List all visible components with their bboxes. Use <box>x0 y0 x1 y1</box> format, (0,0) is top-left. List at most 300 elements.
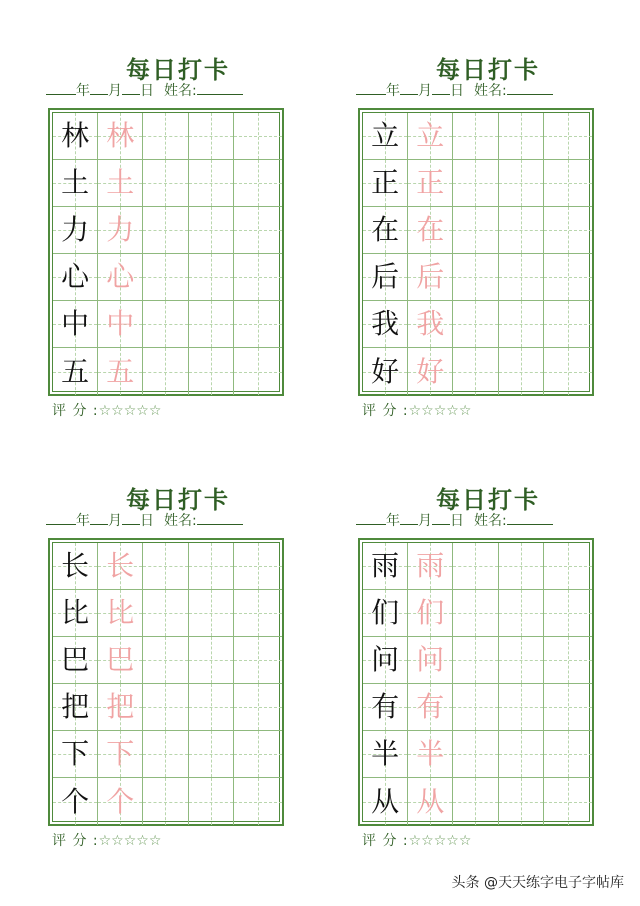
grid-cell[interactable] <box>143 543 188 590</box>
model-character: 立 <box>371 119 400 152</box>
grid-cell[interactable] <box>499 590 544 637</box>
grid-row <box>53 254 279 301</box>
cell-guide-horizontal <box>143 660 187 661</box>
grid-row <box>363 207 589 254</box>
cell-guide-horizontal <box>544 566 592 567</box>
grid-cell[interactable] <box>408 778 453 825</box>
cell-guide-horizontal <box>189 566 233 567</box>
cell-guide-horizontal <box>499 277 543 278</box>
cell-guide-horizontal <box>189 183 233 184</box>
day-label: 日 <box>140 513 154 529</box>
grid-cell[interactable] <box>499 348 544 395</box>
grid-cell[interactable] <box>98 731 143 778</box>
grid-cell[interactable] <box>363 207 408 254</box>
cell-guide-horizontal <box>189 230 233 231</box>
grid-cell[interactable] <box>363 301 408 348</box>
name-label: 姓名: <box>164 83 197 99</box>
trace-character: 雨 <box>416 549 445 582</box>
grid-cell[interactable] <box>189 590 234 637</box>
grid-cell[interactable] <box>453 731 498 778</box>
grid-row <box>363 113 589 160</box>
grid-cell[interactable] <box>143 348 188 395</box>
grid-cell[interactable] <box>363 254 408 301</box>
grid-cell[interactable] <box>98 207 143 254</box>
year-blank[interactable] <box>356 512 386 525</box>
card-title: 每日打卡 <box>126 55 230 84</box>
grid-row <box>363 301 589 348</box>
cell-guide-horizontal <box>499 230 543 231</box>
day-blank[interactable] <box>122 82 140 95</box>
grid-cell[interactable] <box>234 684 282 731</box>
grid-cell[interactable] <box>143 637 188 684</box>
model-character: 土 <box>61 166 90 199</box>
grid-cell[interactable] <box>234 160 282 207</box>
grid-cell[interactable] <box>408 348 453 395</box>
grid-cell[interactable] <box>408 207 453 254</box>
grid-row <box>53 113 279 160</box>
grid-cell[interactable] <box>53 590 98 637</box>
grid-cell[interactable] <box>189 113 234 160</box>
grid-cell[interactable] <box>189 160 234 207</box>
cell-guide-horizontal <box>189 802 233 803</box>
grid-cell[interactable] <box>544 348 592 395</box>
grid-row <box>363 348 589 395</box>
cell-guide-horizontal <box>234 324 282 325</box>
rating-stars[interactable]: ☆☆☆☆☆ <box>98 403 162 419</box>
grid-cell[interactable] <box>98 590 143 637</box>
name-blank[interactable] <box>197 512 243 525</box>
cell-guide-horizontal <box>234 136 282 137</box>
model-character: 半 <box>371 737 400 770</box>
cell-guide-horizontal <box>453 277 497 278</box>
model-character: 林 <box>61 119 90 152</box>
cell-guide-horizontal <box>544 802 592 803</box>
model-character: 们 <box>371 596 400 629</box>
grid-row <box>53 731 279 778</box>
year-label: 年 <box>386 83 400 99</box>
cell-guide-horizontal <box>189 660 233 661</box>
cell-guide-horizontal <box>453 613 497 614</box>
year-blank[interactable] <box>356 82 386 95</box>
grid-inner <box>362 542 590 822</box>
grid-row <box>53 301 279 348</box>
grid-cell[interactable] <box>234 778 282 825</box>
grid-cell[interactable] <box>453 778 498 825</box>
model-character: 个 <box>61 784 90 818</box>
grid-cell[interactable] <box>544 113 592 160</box>
model-character: 五 <box>61 354 90 388</box>
cell-guide-horizontal <box>143 324 187 325</box>
grid-cell[interactable] <box>408 543 453 590</box>
grid-cell[interactable] <box>363 778 408 825</box>
trace-character: 心 <box>106 260 135 293</box>
cell-guide-horizontal <box>499 372 543 373</box>
year-blank[interactable] <box>46 512 76 525</box>
cell-guide-horizontal <box>499 660 543 661</box>
year-label: 年 <box>76 513 90 529</box>
grid-cell[interactable] <box>408 590 453 637</box>
model-character: 在 <box>371 213 400 246</box>
grid-cell[interactable] <box>499 207 544 254</box>
year-label: 年 <box>386 513 400 529</box>
rating-stars[interactable]: ☆☆☆☆☆ <box>98 833 162 849</box>
trace-character: 们 <box>416 596 445 629</box>
cell-guide-horizontal <box>143 802 187 803</box>
grid-cell[interactable] <box>53 301 98 348</box>
card-title: 每日打卡 <box>436 485 540 514</box>
card-title: 每日打卡 <box>436 55 540 84</box>
grid-cell[interactable] <box>544 301 592 348</box>
grid-cell[interactable] <box>544 637 592 684</box>
day-blank[interactable] <box>432 82 450 95</box>
grid-cell[interactable] <box>234 731 282 778</box>
grid-cell[interactable] <box>499 543 544 590</box>
trace-character: 正 <box>416 166 445 199</box>
rating-line <box>362 400 471 420</box>
cell-guide-horizontal <box>544 613 592 614</box>
cell-guide-horizontal <box>544 324 592 325</box>
grid-row <box>363 254 589 301</box>
cell-guide-horizontal <box>189 754 233 755</box>
grid-row <box>363 778 589 825</box>
grid-cell[interactable] <box>544 590 592 637</box>
grid-cell[interactable] <box>453 348 498 395</box>
cell-guide-horizontal <box>544 707 592 708</box>
cell-guide-horizontal <box>453 802 497 803</box>
grid-cell[interactable] <box>453 254 498 301</box>
rating-label: 评 分 : <box>52 403 99 419</box>
cell-guide-horizontal <box>189 707 233 708</box>
writing-grid <box>48 538 284 826</box>
grid-cell[interactable] <box>544 254 592 301</box>
grid-cell[interactable] <box>499 731 544 778</box>
trace-character: 在 <box>416 213 445 246</box>
cell-guide-horizontal <box>143 277 187 278</box>
grid-cell[interactable] <box>499 113 544 160</box>
grid-cell[interactable] <box>453 160 498 207</box>
grid-cell[interactable] <box>544 778 592 825</box>
grid-cell[interactable] <box>189 684 234 731</box>
grid-cell[interactable] <box>363 543 408 590</box>
grid-cell[interactable] <box>189 348 234 395</box>
cell-guide-horizontal <box>544 136 592 137</box>
month-blank[interactable] <box>90 82 108 95</box>
model-character: 有 <box>371 690 400 723</box>
trace-character: 把 <box>106 690 135 723</box>
cell-guide-horizontal <box>189 136 233 137</box>
name-blank[interactable] <box>507 512 553 525</box>
cell-guide-horizontal <box>453 324 497 325</box>
cell-guide-horizontal <box>453 183 497 184</box>
grid-cell[interactable] <box>408 160 453 207</box>
grid-cell[interactable] <box>98 160 143 207</box>
grid-cell[interactable] <box>98 254 143 301</box>
name-blank[interactable] <box>507 82 553 95</box>
cell-guide-horizontal <box>453 566 497 567</box>
model-character: 后 <box>371 260 400 293</box>
grid-cell[interactable] <box>53 254 98 301</box>
cell-guide-horizontal <box>234 277 282 278</box>
year-blank[interactable] <box>46 82 76 95</box>
grid-cell[interactable] <box>363 348 408 395</box>
grid-cell[interactable] <box>363 113 408 160</box>
grid-cell[interactable] <box>363 684 408 731</box>
grid-cell[interactable] <box>189 301 234 348</box>
grid-inner <box>52 112 280 392</box>
cell-guide-horizontal <box>189 372 233 373</box>
grid-cell[interactable] <box>143 684 188 731</box>
grid-cell[interactable] <box>453 684 498 731</box>
grid-cell[interactable] <box>544 543 592 590</box>
model-character: 心 <box>61 260 90 293</box>
grid-cell[interactable] <box>189 543 234 590</box>
cell-guide-horizontal <box>499 613 543 614</box>
grid-cell[interactable] <box>544 684 592 731</box>
rating-line <box>52 400 161 420</box>
day-label: 日 <box>450 513 464 529</box>
grid-row <box>363 731 589 778</box>
grid-cell[interactable] <box>98 113 143 160</box>
cell-guide-horizontal <box>234 660 282 661</box>
cell-guide-horizontal <box>544 372 592 373</box>
cell-guide-horizontal <box>499 324 543 325</box>
grid-cell[interactable] <box>53 348 98 395</box>
name-label: 姓名: <box>474 513 507 529</box>
writing-grid <box>358 108 594 396</box>
cell-guide-horizontal <box>143 230 187 231</box>
day-blank[interactable] <box>432 512 450 525</box>
day-blank[interactable] <box>122 512 140 525</box>
trace-character: 好 <box>416 354 445 388</box>
grid-cell[interactable] <box>544 160 592 207</box>
grid-cell[interactable] <box>499 254 544 301</box>
grid-cell[interactable] <box>143 778 188 825</box>
cell-guide-horizontal <box>499 707 543 708</box>
trace-character: 林 <box>106 119 135 152</box>
grid-cell[interactable] <box>143 113 188 160</box>
day-label: 日 <box>140 83 154 99</box>
rating-label: 评 分 : <box>362 403 409 419</box>
grid-cell[interactable] <box>544 207 592 254</box>
grid-cell[interactable] <box>143 207 188 254</box>
cell-guide-horizontal <box>453 707 497 708</box>
grid-cell[interactable] <box>363 160 408 207</box>
cell-guide-horizontal <box>453 136 497 137</box>
trace-character: 有 <box>416 690 445 723</box>
cell-guide-horizontal <box>143 372 187 373</box>
grid-cell[interactable] <box>98 348 143 395</box>
cell-guide-horizontal <box>143 136 187 137</box>
cell-guide-horizontal <box>453 660 497 661</box>
grid-row <box>363 543 589 590</box>
cell-guide-horizontal <box>143 183 187 184</box>
grid-cell[interactable] <box>499 778 544 825</box>
model-character: 比 <box>61 596 90 629</box>
grid-inner <box>362 112 590 392</box>
grid-cell[interactable] <box>453 207 498 254</box>
grid-cell[interactable] <box>53 684 98 731</box>
grid-cell[interactable] <box>408 254 453 301</box>
grid-cell[interactable] <box>143 254 188 301</box>
grid-cell[interactable] <box>453 301 498 348</box>
rating-label: 评 分 : <box>52 833 99 849</box>
cell-guide-horizontal <box>234 707 282 708</box>
grid-cell[interactable] <box>408 731 453 778</box>
cell-guide-horizontal <box>453 230 497 231</box>
grid-cell[interactable] <box>363 731 408 778</box>
month-blank[interactable] <box>90 512 108 525</box>
grid-cell[interactable] <box>189 254 234 301</box>
grid-cell[interactable] <box>98 637 143 684</box>
grid-cell[interactable] <box>408 637 453 684</box>
grid-cell[interactable] <box>453 113 498 160</box>
grid-row <box>53 348 279 395</box>
trace-character: 巴 <box>106 643 135 676</box>
cell-guide-horizontal <box>544 660 592 661</box>
model-character: 中 <box>61 307 90 340</box>
month-blank[interactable] <box>400 82 418 95</box>
grid-row <box>363 160 589 207</box>
month-blank[interactable] <box>400 512 418 525</box>
cell-guide-horizontal <box>499 136 543 137</box>
rating-line <box>52 830 161 850</box>
grid-cell[interactable] <box>234 543 282 590</box>
grid-cell[interactable] <box>189 207 234 254</box>
cell-guide-horizontal <box>189 277 233 278</box>
grid-cell[interactable] <box>189 778 234 825</box>
grid-cell[interactable] <box>234 348 282 395</box>
grid-cell[interactable] <box>499 637 544 684</box>
grid-cell[interactable] <box>408 684 453 731</box>
cell-guide-horizontal <box>499 802 543 803</box>
day-label: 日 <box>450 83 464 99</box>
name-blank[interactable] <box>197 82 243 95</box>
cell-guide-horizontal <box>234 613 282 614</box>
grid-cell[interactable] <box>544 731 592 778</box>
grid-cell[interactable] <box>453 543 498 590</box>
grid-cell[interactable] <box>53 778 98 825</box>
cell-guide-horizontal <box>544 754 592 755</box>
cell-guide-horizontal <box>143 754 187 755</box>
grid-cell[interactable] <box>189 637 234 684</box>
cell-guide-horizontal <box>544 230 592 231</box>
grid-cell[interactable] <box>234 207 282 254</box>
model-character: 下 <box>61 737 90 770</box>
grid-cell[interactable] <box>234 637 282 684</box>
trace-character: 立 <box>416 119 445 152</box>
grid-cell[interactable] <box>408 113 453 160</box>
cell-guide-horizontal <box>544 277 592 278</box>
cell-guide-horizontal <box>143 613 187 614</box>
grid-cell[interactable] <box>234 113 282 160</box>
grid-cell[interactable] <box>98 543 143 590</box>
rating-stars[interactable]: ☆☆☆☆☆ <box>408 403 472 419</box>
trace-character: 我 <box>416 307 445 340</box>
grid-cell[interactable] <box>234 590 282 637</box>
cell-guide-horizontal <box>234 566 282 567</box>
date-name-line <box>356 510 588 530</box>
grid-cell[interactable] <box>143 731 188 778</box>
cell-guide-horizontal <box>189 613 233 614</box>
grid-row <box>53 637 279 684</box>
writing-grid <box>358 538 594 826</box>
grid-cell[interactable] <box>453 637 498 684</box>
cell-guide-horizontal <box>234 754 282 755</box>
month-label: 月 <box>108 513 122 529</box>
grid-cell[interactable] <box>408 301 453 348</box>
grid-row <box>53 543 279 590</box>
trace-character: 半 <box>416 737 445 770</box>
cell-guide-horizontal <box>234 230 282 231</box>
cell-guide-horizontal <box>453 754 497 755</box>
trace-character: 比 <box>106 596 135 629</box>
grid-cell[interactable] <box>53 113 98 160</box>
model-character: 雨 <box>371 549 400 582</box>
grid-cell[interactable] <box>499 684 544 731</box>
grid-cell[interactable] <box>453 590 498 637</box>
grid-cell[interactable] <box>53 731 98 778</box>
grid-cell[interactable] <box>189 731 234 778</box>
trace-character: 五 <box>106 354 135 388</box>
grid-row <box>53 160 279 207</box>
model-character: 巴 <box>61 643 90 676</box>
rating-stars[interactable]: ☆☆☆☆☆ <box>408 833 472 849</box>
date-name-line <box>46 510 278 530</box>
date-name-line <box>356 80 588 100</box>
grid-cell[interactable] <box>143 590 188 637</box>
cell-guide-horizontal <box>189 324 233 325</box>
grid-cell[interactable] <box>363 637 408 684</box>
model-character: 好 <box>371 354 400 388</box>
cell-guide-horizontal <box>234 802 282 803</box>
card-title: 每日打卡 <box>126 485 230 514</box>
month-label: 月 <box>418 83 432 99</box>
cell-guide-horizontal <box>499 754 543 755</box>
trace-character: 后 <box>416 260 445 293</box>
grid-cell[interactable] <box>53 543 98 590</box>
grid-cell[interactable] <box>499 301 544 348</box>
grid-cell[interactable] <box>234 301 282 348</box>
cell-guide-horizontal <box>143 566 187 567</box>
grid-inner <box>52 542 280 822</box>
model-character: 从 <box>371 784 400 818</box>
grid-row <box>363 590 589 637</box>
cell-guide-horizontal <box>499 566 543 567</box>
grid-cell[interactable] <box>234 254 282 301</box>
cell-guide-horizontal <box>234 183 282 184</box>
grid-cell[interactable] <box>143 160 188 207</box>
trace-character: 从 <box>416 784 445 818</box>
cell-guide-horizontal <box>499 183 543 184</box>
grid-cell[interactable] <box>53 637 98 684</box>
name-label: 姓名: <box>164 513 197 529</box>
grid-cell[interactable] <box>98 778 143 825</box>
grid-row <box>363 684 589 731</box>
grid-cell[interactable] <box>98 684 143 731</box>
grid-cell[interactable] <box>53 160 98 207</box>
rating-line <box>362 830 471 850</box>
grid-cell[interactable] <box>98 301 143 348</box>
writing-grid <box>48 108 284 396</box>
date-name-line <box>46 80 278 100</box>
name-label: 姓名: <box>474 83 507 99</box>
grid-cell[interactable] <box>143 301 188 348</box>
grid-cell[interactable] <box>53 207 98 254</box>
trace-character: 下 <box>106 737 135 770</box>
grid-row <box>53 207 279 254</box>
grid-cell[interactable] <box>363 590 408 637</box>
grid-cell[interactable] <box>499 160 544 207</box>
